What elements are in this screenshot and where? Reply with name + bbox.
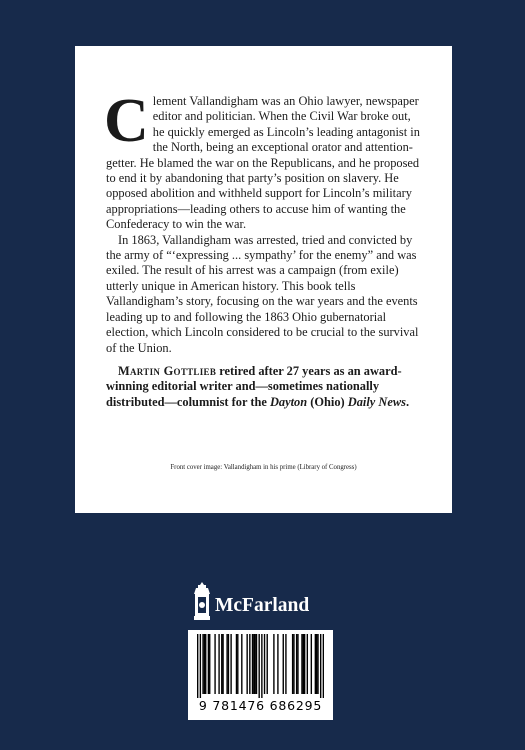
- barcode-bar: [197, 634, 198, 698]
- barcode-bar: [256, 634, 257, 694]
- barcode-bar: [226, 634, 227, 694]
- barcode-bar: [237, 634, 238, 694]
- author-bio: Martin Gottlieb retired after 27 years as an award-winning editorial writer and—sometimes nationally distributed—columnist for the Dayton (Ohio) Daily News.: [106, 363, 410, 409]
- barcode-bar: [261, 634, 262, 698]
- blurb-paragraph-1-text: lement Vallandigham was an Ohio lawyer, newspaper editor and politician. When the Civil War broke out, he quickly emerged as Lincoln’s leading antagonist in the North, being an exceptional orator and attention-getter. He blamed the war on the Republicans, and he proposed to end it by abandoning that party’s position on slavery. He opposed abolition and withheld support for Lincoln’s military appropriations—leading others to accuse him of wanting the Confederacy to win the war.: [106, 94, 420, 232]
- barcode-bar: [316, 634, 317, 694]
- barcode-bar: [323, 634, 324, 698]
- barcode-bar: [209, 634, 210, 694]
- barcode-bar: [202, 634, 203, 694]
- publisher-logo: [192, 580, 342, 624]
- barcode-bar: [307, 634, 308, 694]
- barcode-bar: [253, 634, 254, 694]
- barcode-bar: [218, 634, 219, 694]
- barcode-bar: [292, 634, 293, 694]
- isbn-barcode: [188, 630, 333, 720]
- barcode-bar: [208, 634, 209, 694]
- barcode-bar: [296, 634, 297, 694]
- author-name: Martin Gottlieb: [118, 363, 217, 378]
- barcode-bar: [315, 634, 316, 694]
- blurb-paragraph-1: [104, 87, 422, 233]
- barcode-bar: [301, 634, 302, 694]
- back-cover-text-panel: [75, 46, 452, 513]
- barcode-bar: [254, 634, 255, 694]
- barcode-bar: [221, 634, 222, 694]
- barcode-bar: [228, 634, 229, 694]
- barcode-bar: [293, 634, 294, 694]
- barcode-bar: [205, 634, 206, 694]
- barcode-bar: [283, 634, 284, 694]
- barcode-bar: [320, 634, 321, 698]
- barcode-bar: [277, 634, 278, 694]
- barcode-bar: [264, 634, 265, 694]
- publisher-name: McFarland: [215, 595, 310, 616]
- barcode-bar: [258, 634, 259, 698]
- barcode-bar: [204, 634, 205, 694]
- barcode-bar: [285, 634, 286, 694]
- drop-cap: C: [104, 87, 149, 155]
- newspaper-name-2: Daily News: [347, 394, 406, 409]
- newspaper-name-1: Dayton: [269, 394, 308, 409]
- barcode-bar: [246, 634, 247, 694]
- barcode-bar: [249, 634, 250, 694]
- barcode-graphic: [197, 634, 324, 698]
- barcode-bar: [236, 634, 237, 694]
- barcode-bar: [267, 634, 268, 694]
- isbn-number: 9 781476 686295: [198, 698, 323, 713]
- barcode-bar: [230, 634, 231, 694]
- barcode-bar: [317, 634, 318, 694]
- cover-image-credit: Front cover image: Vallandigham in his prime (Library of Congress): [170, 464, 357, 471]
- barcode-bar: [222, 634, 223, 694]
- blurb-paragraph-2: In 1863, Vallandigham was arrested, tried and convicted by the army of “‘expressing ... sympathy’ for the enemy” and was exiled. The result of his arrest was a campaign (from exile) utterly unique in American history. This book tells Vallandigham’s story, focusing on the war years and the events leading up to and following the 1863 Ohio gubernatorial election, which Lincoln considered to be crucial to the survival of the Union.: [106, 232, 419, 355]
- barcode-bar: [273, 634, 274, 694]
- barcode-bar: [297, 634, 298, 694]
- barcode-bar: [252, 634, 253, 694]
- barcode-bar: [311, 634, 312, 694]
- barcode-bar: [241, 634, 242, 694]
- barcode-bar: [200, 634, 201, 698]
- barcode-bar: [303, 634, 304, 694]
- lantern-icon: [192, 580, 212, 624]
- barcode-bar: [214, 634, 215, 694]
- barcode-bar: [304, 634, 305, 694]
